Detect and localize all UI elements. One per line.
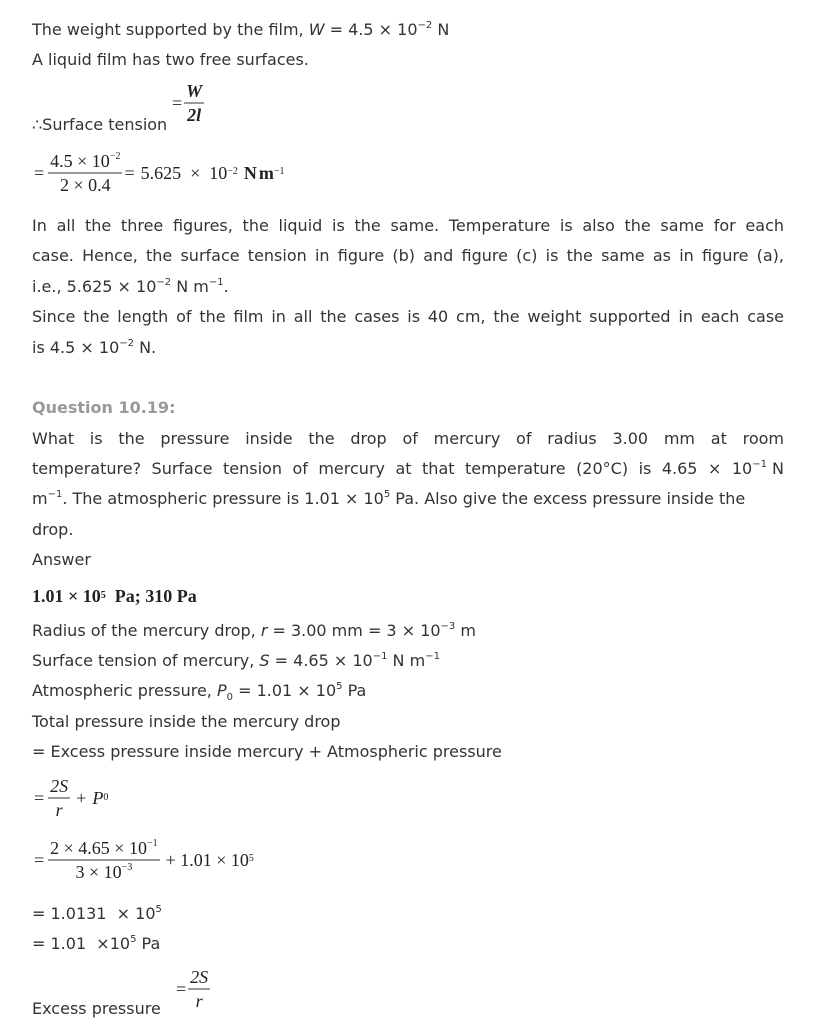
equals-sign: = bbox=[34, 849, 45, 870]
text: Pa bbox=[136, 934, 161, 953]
exponent: −2 bbox=[109, 151, 121, 162]
equals-sign: = bbox=[34, 162, 45, 183]
equals-sign: = bbox=[172, 92, 183, 113]
text: = 4.5 × 10 bbox=[324, 20, 418, 39]
exponent: 5 bbox=[155, 903, 162, 915]
numerator bbox=[48, 837, 159, 859]
denominator bbox=[48, 861, 159, 883]
formula-surface-tension-calc: = $\frac{4.5 \times 10^{-2}}{2 \times 0.4}$ = 5.625 × 10 $^{-2}$ N m $^{-1}$ bbox=[34, 151, 285, 195]
atmospheric-pressure-line bbox=[32, 680, 367, 704]
text: 2 × 4.65 × 10 bbox=[50, 838, 147, 858]
exponent: −1 bbox=[208, 276, 224, 288]
text: temperature? Surface tension of mercury at that temperature (20°C) is 4.65 × 10 bbox=[32, 459, 753, 478]
equals-sign: = bbox=[176, 978, 187, 999]
fraction bbox=[48, 837, 159, 883]
numerator: 2S bbox=[50, 776, 69, 796]
text: N. bbox=[134, 338, 157, 357]
text: Atmospheric pressure, bbox=[32, 681, 217, 700]
paragraph-line bbox=[32, 338, 156, 358]
result-line bbox=[32, 934, 160, 954]
exponent: 5 bbox=[130, 933, 137, 945]
unit: m bbox=[258, 162, 274, 183]
text: = 1.0131 × 10 bbox=[32, 904, 156, 923]
weight-statement bbox=[32, 20, 449, 40]
result: 5.625 × 10 bbox=[140, 162, 228, 183]
text: . bbox=[223, 277, 229, 296]
exponent: −1 bbox=[752, 458, 767, 470]
text: Pa bbox=[342, 681, 367, 700]
surface-tension-line bbox=[32, 651, 440, 671]
question-line bbox=[32, 489, 745, 509]
text: 1.01 × 10 bbox=[32, 586, 101, 606]
text: N m bbox=[171, 277, 209, 296]
fraction bbox=[48, 775, 70, 821]
fraction bbox=[188, 966, 210, 1012]
var-p: P bbox=[216, 681, 227, 700]
exponent: −1 bbox=[47, 488, 63, 500]
denominator: 2 × 0.4 bbox=[59, 175, 111, 195]
surface-tension-label: ∴Surface tension bbox=[32, 115, 168, 134]
paragraph-line: Since the length of the film in all the cases is 40 cm, the weight supported in each case bbox=[32, 307, 784, 326]
text: Pa; 310 Pa bbox=[105, 586, 197, 606]
fraction bbox=[184, 80, 204, 126]
text: m bbox=[455, 621, 476, 640]
exponent: −1 bbox=[372, 650, 388, 662]
denominator: 2l bbox=[187, 105, 202, 125]
result-line bbox=[32, 904, 162, 924]
var-r: r bbox=[260, 621, 268, 640]
text: = 3.00 mm = 3 × 10 bbox=[267, 621, 441, 640]
text: Radius of the mercury drop, bbox=[32, 621, 261, 640]
text: 3 × 10 bbox=[75, 862, 122, 882]
text: N bbox=[766, 459, 784, 478]
text: m bbox=[32, 489, 48, 508]
fraction bbox=[48, 150, 122, 196]
exponent: −1 bbox=[425, 650, 440, 662]
text: N m bbox=[387, 651, 426, 670]
numerator bbox=[48, 150, 122, 172]
text: Pa. Also give the excess pressure inside the bbox=[390, 489, 746, 508]
exponent: −3 bbox=[121, 862, 133, 873]
subscript: 0 bbox=[226, 692, 234, 704]
text: Surface tension of mercury, bbox=[32, 651, 260, 670]
text: i.e., 5.625 × 10 bbox=[32, 277, 157, 296]
exponent: −2 bbox=[417, 19, 433, 31]
question-line: What is the pressure inside the drop of mercury of radius 3.00 mm at room bbox=[32, 429, 784, 448]
free-surfaces-statement: A liquid film has two free surfaces. bbox=[32, 50, 309, 69]
text: = 1.01 × 10 bbox=[233, 681, 337, 700]
unit: N bbox=[243, 162, 257, 183]
paragraph-line: In all the three figures, the liquid is the same. Temperature is also the same for each bbox=[32, 216, 784, 235]
formula-2s-over-r-plus-p0: = $\frac{2S}{r}$ + P 0 bbox=[34, 776, 109, 820]
text: + 1.01 × 10 bbox=[165, 849, 249, 870]
plus-sign: + bbox=[76, 787, 87, 808]
exponent: 5 bbox=[383, 488, 391, 500]
equals-sign: = bbox=[124, 162, 135, 183]
denominator: r bbox=[55, 800, 63, 820]
text: 4.5 × 10 bbox=[50, 151, 110, 171]
numerator: 2S bbox=[190, 967, 209, 987]
question-line: drop. bbox=[32, 520, 74, 539]
radius-line bbox=[32, 621, 476, 641]
text: . The atmospheric pressure is 1.01 × 10 bbox=[62, 489, 384, 508]
numerator: W bbox=[186, 81, 203, 101]
exponent: −2 bbox=[156, 276, 172, 288]
formula-w-over-2l bbox=[172, 80, 204, 126]
formula-total-pressure-calc: = $\frac{2 \times 4.65 \times 10^{-1}}{3 \times 10^{-3}}$ + 1.01 × 10 $^5$ bbox=[34, 838, 254, 882]
total-pressure-label: Total pressure inside the mercury drop bbox=[32, 712, 341, 731]
answer-label: Answer bbox=[32, 550, 91, 569]
text: = 4.65 × 10 bbox=[269, 651, 373, 670]
text: is 4.5 × 10 bbox=[32, 338, 120, 357]
paragraph-line bbox=[32, 277, 229, 297]
excess-pressure-label: Excess pressure bbox=[32, 999, 161, 1018]
text: The weight supported by the film, bbox=[32, 20, 309, 39]
paragraph-line: case. Hence, the surface tension in figure (b) and figure (c) is the same as in figure (a), bbox=[32, 246, 784, 265]
denominator: r bbox=[195, 991, 203, 1011]
equals-sign: = bbox=[34, 787, 45, 808]
question-title: Question 10.19: bbox=[32, 398, 176, 417]
var-s: S bbox=[259, 651, 270, 670]
text: = 1.01 ×10 bbox=[32, 934, 131, 953]
text: N bbox=[432, 20, 450, 39]
text bbox=[752, 459, 784, 479]
exponent: −1 bbox=[146, 838, 158, 849]
total-pressure-equation: = Excess pressure inside mercury + Atmospheric pressure bbox=[32, 742, 502, 761]
exponent: −2 bbox=[119, 337, 134, 349]
answer-summary: 1.01 × 10 $^5$ Pa; 310 Pa bbox=[32, 586, 197, 606]
formula-excess-pressure bbox=[176, 966, 210, 1012]
var-w: W bbox=[308, 20, 325, 39]
var-p: P bbox=[92, 787, 104, 808]
exponent: −3 bbox=[440, 620, 456, 632]
exponent: 5 bbox=[336, 680, 343, 692]
question-line bbox=[32, 459, 784, 479]
